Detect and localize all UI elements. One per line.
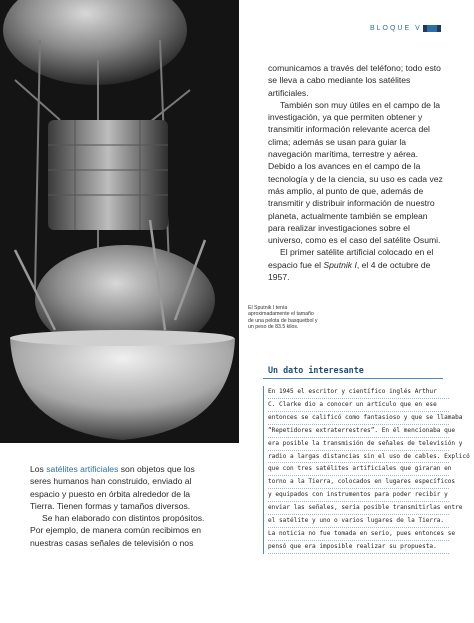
right-paragraph-2: También son muy útiles en el campo de la investigación, ya que permiten obtener y transmitir información relevante acerca del clima; además se usan para guiar la navegación marítima, terrestre y aérea. Debido a los avances en el campo de la tecnología y de la ciencia, su uso es cada vez más amplio, al punto de que, además de transmitir y distribuir información de nuestro planeta, actualmente también se emplean para realizar investigaciones sobre el universo, como es el caso del satélite Osumi. — [268, 99, 443, 246]
right-paragraph-3 — [268, 246, 444, 283]
dato-divider — [263, 378, 443, 379]
dato-line: que con tres satélites artificiales que giraran en — [268, 463, 449, 476]
bloque-marker-icon — [423, 25, 441, 32]
left-column-text — [30, 463, 205, 549]
dato-line: enviar las señales, sería posible transmitirlas entre — [268, 502, 449, 515]
dato-line: era posible la transmisión de señales de televisión y — [268, 438, 449, 451]
dato-line: pensó que era imposible realizar su propuesta. — [268, 541, 449, 554]
dato-line: “Repetidores extraterrestres”. En él mencionaba que — [268, 425, 449, 438]
dato-line: el satélite y uno o varios lugares de la Tierra. — [268, 515, 449, 528]
p3-after: , el 4 de octubre de 1957. — [268, 259, 431, 283]
right-paragraph-1: comunicamos a través del teléfono; todo esto se lleva a cabo mediante los satélites artificiales. — [268, 63, 441, 98]
satelites-link[interactable]: satélites artificiales — [46, 464, 119, 474]
p1-after: son objetos que los seres humanos han construido, enviado al espacio y puesto en órbita alrededor de la Tierra. Tienen formas y tamaños diversos. — [30, 464, 195, 511]
dato-line: C. Clarke dio a conocer un artículo que en ese — [268, 399, 449, 412]
sputnik-photo — [0, 0, 239, 443]
dato-line: entonces se calificó como fantasioso y que se llamaba — [268, 412, 449, 425]
dato-line: radio a largas distancias sin el uso de cables. Explicó — [268, 451, 449, 464]
left-paragraph-2: Se han elaborado con distintos propósitos. Por ejemplo, de manera común recibimos en nuestras casas señales de televisión o nos — [30, 513, 205, 548]
satellite-illustration — [0, 0, 239, 443]
bloque-label: BLOQUE V — [370, 25, 422, 32]
left-paragraph-1 — [30, 463, 205, 512]
photo-caption: El Sputnik I tenía aproximadamente el tamaño de una pelota de basquetbol y un peso de 83.5 kilos. — [248, 305, 318, 331]
p3-before: El primer satélite artificial colocado en el espacio fue el — [268, 247, 434, 270]
p1-before: Los — [30, 464, 47, 474]
dato-title: Un dato interesante — [268, 365, 364, 375]
sputnik-name: Sputnik I — [323, 259, 357, 270]
dato-line: En 1945 el escritor y científico inglés Arthur — [268, 386, 449, 399]
dato-box — [263, 386, 470, 554]
dato-line: torno a la Tierra, colocados en lugares específicos — [268, 476, 449, 489]
dato-line: y equipados con instrumentos para poder recibir y — [268, 489, 449, 502]
dato-line: La noticia no fue tomada en serio, pues entonces se — [268, 528, 449, 541]
right-column-text — [268, 62, 444, 283]
